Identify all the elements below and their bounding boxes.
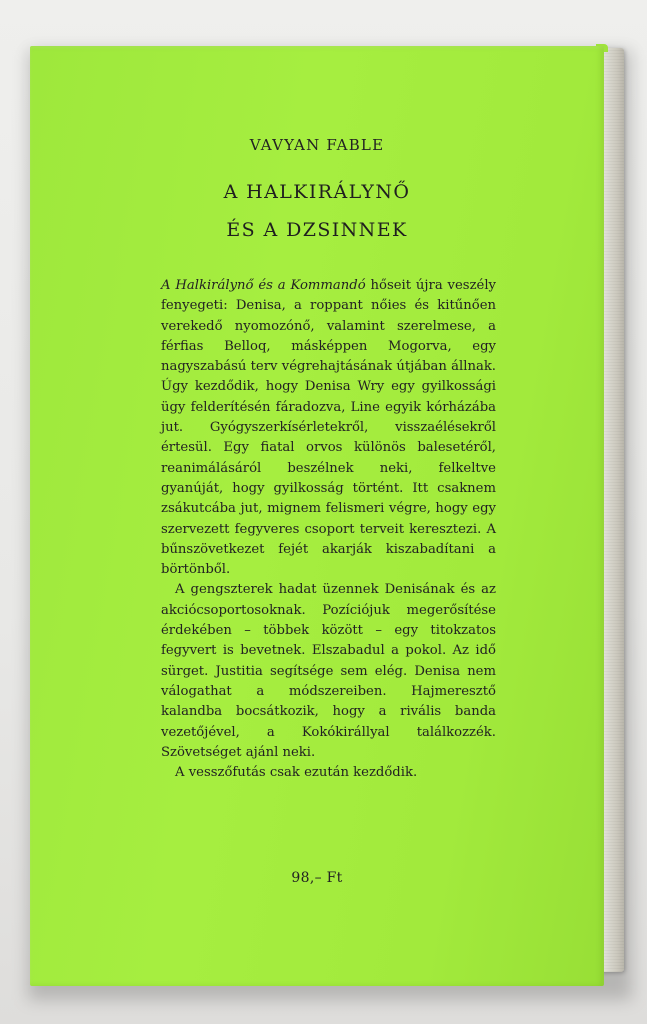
book-title-line-1: A HALKIRÁLYNŐ: [223, 181, 411, 203]
blurb-paragraph-2: A gengszterek hadat üzennek Denisának és az akciócsoportosoknak. Pozíciójuk megerősítése érdekében – többek között – egy titokzatos fegyvert is bevetnek. Elszabadul a pokol. Az idő sürget. Justitia segítsége sem elég. Denisa nem válogathat a módszereiben. Hajmeresztő kalandba bocsátkozik, hogy a rivális banda vezetőjével, a Kokókirállyal találkozzék. Szövetséget ajánl neki.: [161, 582, 496, 760]
book-title-line-2: ÉS A DZSINNEK: [226, 219, 408, 241]
blurb-italic-title: A Halkirálynő és a Kommandó: [161, 278, 366, 293]
blurb-paragraph-3: A vesszőfutás csak ezután kezdődik.: [175, 765, 418, 781]
author-name: VAVYAN FABLE: [249, 136, 385, 154]
blurb-text: [161, 276, 496, 783]
price-label: 98,– Ft: [291, 870, 343, 886]
blurb-paragraph-1: [161, 276, 496, 580]
blurb-paragraph-1-text: hőseit újra veszély fenyegeti: Denisa, a roppant nőies és kitűnően verekedő nyomozónő, valamint szerelmese, a férfias Belloq, másképpen Mogorva, egy nagyszabású terv végrehajtásának útjában állnak. Úgy kezdődik, hogy Denisa Wry egy gyilkossági ügy felderítésén fáradozva, Line egyik kórházába jut. Gyógyszerkísérletekről, visszaélésekről értesül. Egy fiatal orvos különös balesetéről, reanimálásáról beszélnek neki, felkeltve gyanúját, hogy gyilkosság történt. Itt csaknem zsákutcába jut, mignem felismeri végre, hogy egy szervezett fegyveres csoport terveit keresztezi. A bűnszövetkezet fejét akarják kiszabadítani a börtönből.: [161, 278, 496, 578]
